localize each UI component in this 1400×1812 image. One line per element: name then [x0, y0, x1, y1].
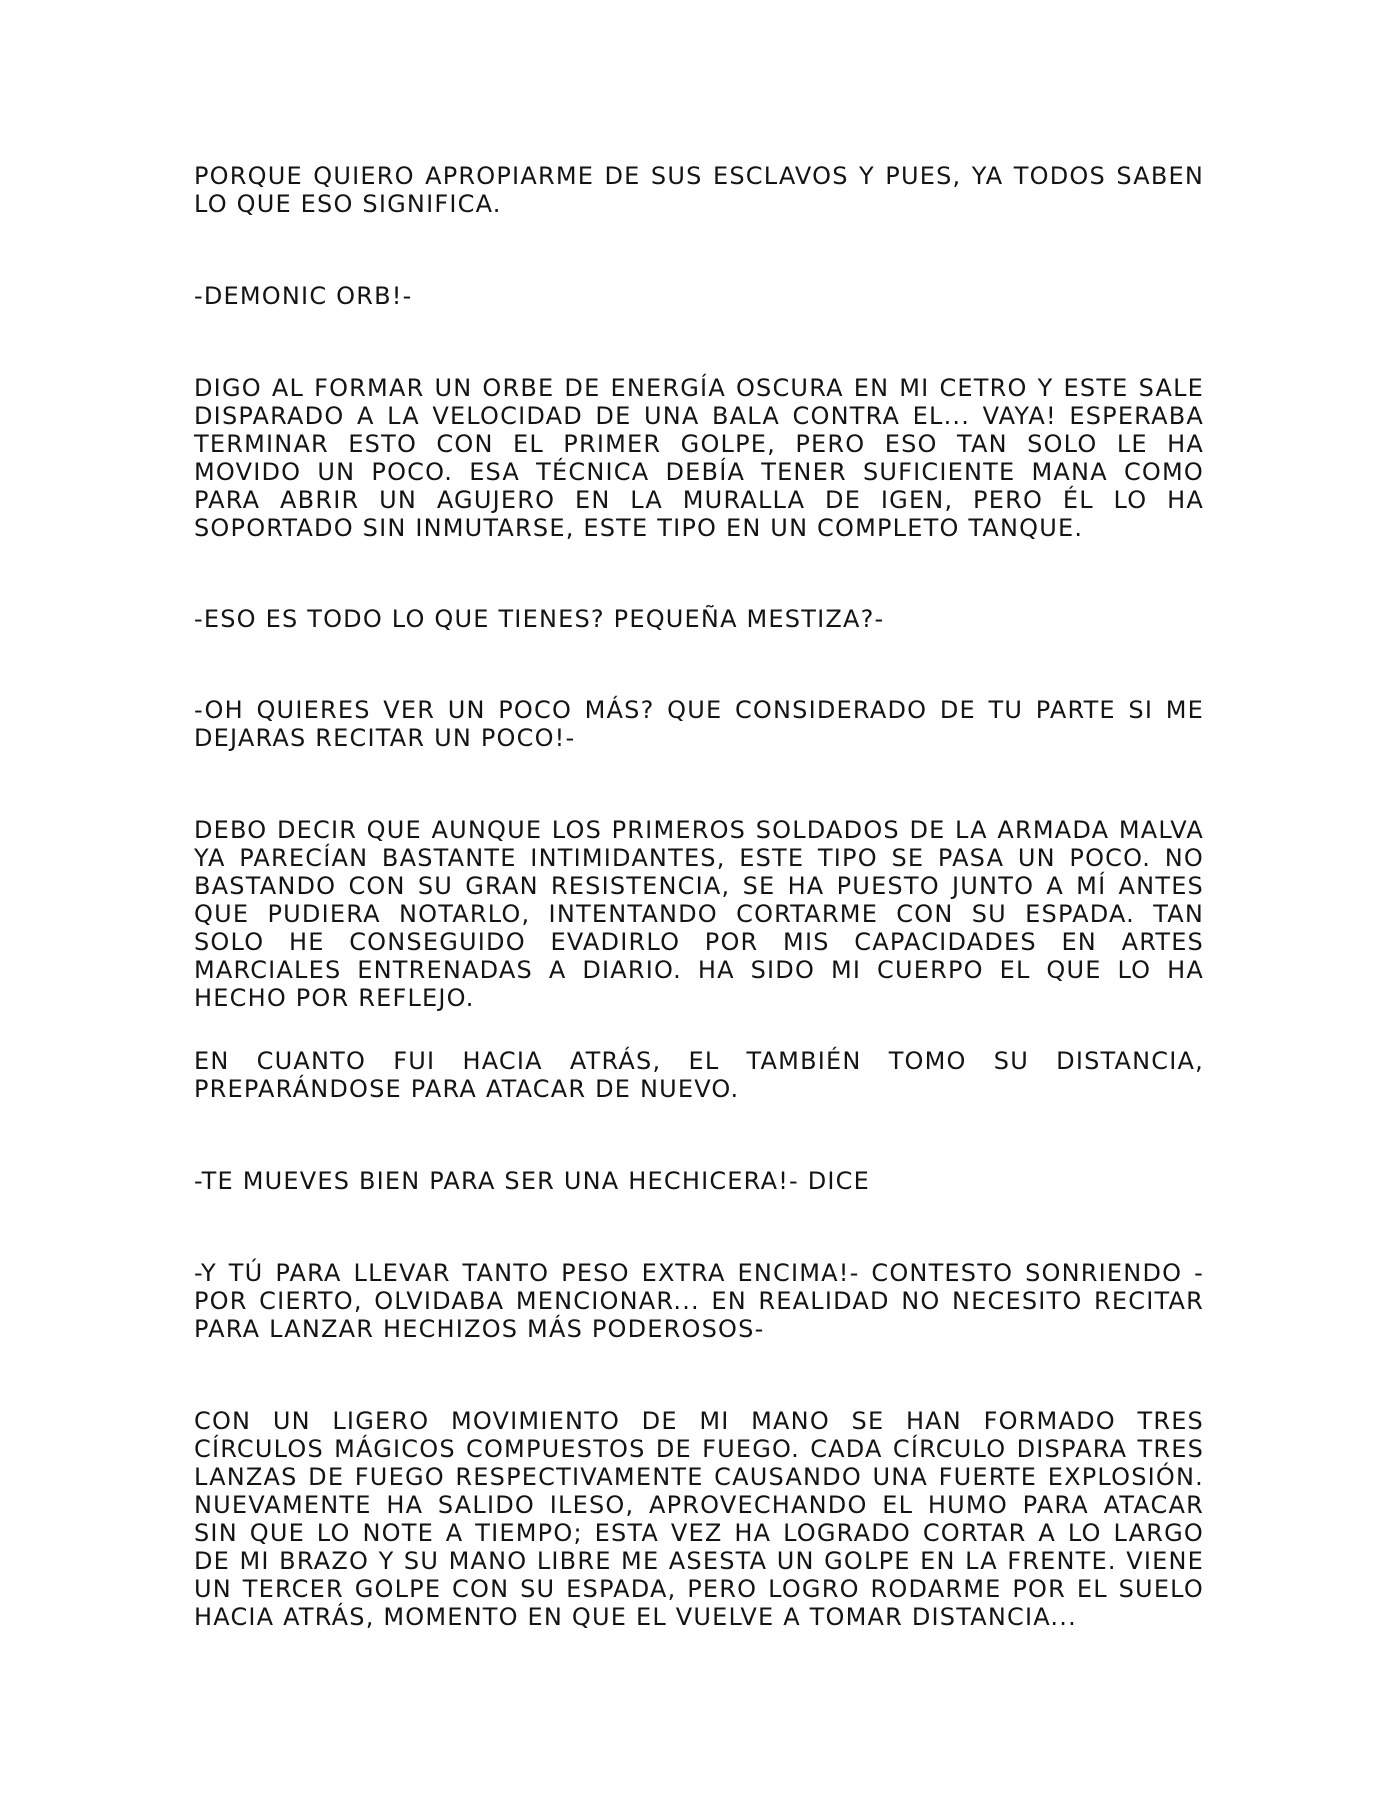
dialogue-line: -OH QUIERES VER UN POCO MÁS? QUE CONSIDERADO DE TU PARTE SI ME DEJARAS RECITAR UN POCO!-	[194, 696, 1204, 752]
paragraph: CON UN LIGERO MOVIMIENTO DE MI MANO SE HAN FORMADO TRES CÍRCULOS MÁGICOS COMPUESTOS DE FUEGO. CADA CÍRCULO DISPARA TRES LANZAS DE FUEGO RESPECTIVAMENTE CAUSANDO UNA FUERTE EXPLOSIÓN. NUEVAMENTE HA SALIDO ILESO, APROVECHANDO EL HUMO PARA ATACAR SIN QUE LO NOTE A TIEMPO; ESTA VEZ HA LOGRADO CORTAR A LO LARGO DE MI BRAZO Y SU MANO LIBRE ME ASESTA UN GOLPE EN LA FRENTE. VIENE UN TERCER GOLPE CON SU ESPADA, PERO LOGRO RODARME POR EL SUELO HACIA ATRÁS, MOMENTO EN QUE EL VUELVE A TOMAR DISTANCIA...	[194, 1407, 1204, 1631]
paragraph: PORQUE QUIERO APROPIARME DE SUS ESCLAVOS Y PUES, YA TODOS SABEN LO QUE ESO SIGNIFICA.	[194, 162, 1204, 218]
dialogue-line: -TE MUEVES BIEN PARA SER UNA HECHICERA!- DICE	[194, 1167, 870, 1195]
paragraph: DEBO DECIR QUE AUNQUE LOS PRIMEROS SOLDADOS DE LA ARMADA MALVA YA PARECÍAN BASTANTE INTIMIDANTES, ESTE TIPO SE PASA UN POCO. NO BASTANDO CON SU GRAN RESISTENCIA, SE HA PUESTO JUNTO A MÍ ANTES QUE PUDIERA NOTARLO, INTENTANDO CORTARME CON SU ESPADA. TAN SOLO HE CONSEGUIDO EVADIRLO POR MIS CAPACIDADES EN ARTES MARCIALES ENTRENADAS A DIARIO. HA SIDO MI CUERPO EL QUE LO HA HECHO POR REFLEJO.	[194, 816, 1204, 1012]
dialogue-line: -ESO ES TODO LO QUE TIENES? PEQUEÑA MESTIZA?-	[194, 605, 885, 633]
dialogue-line: -Y TÚ PARA LLEVAR TANTO PESO EXTRA ENCIMA!- CONTESTO SONRIENDO -POR CIERTO, OLVIDABA MENCIONAR... EN REALIDAD NO NECESITO RECITAR PARA LANZAR HECHIZOS MÁS PODEROSOS-	[194, 1259, 1204, 1343]
paragraph: EN CUANTO FUI HACIA ATRÁS, EL TAMBIÉN TOMO SU DISTANCIA, PREPARÁNDOSE PARA ATACAR DE NUEVO.	[194, 1047, 1204, 1103]
dialogue-line: -DEMONIC ORB!-	[194, 282, 413, 310]
paragraph: DIGO AL FORMAR UN ORBE DE ENERGÍA OSCURA EN MI CETRO Y ESTE SALE DISPARADO A LA VELOCIDAD DE UNA BALA CONTRA EL... VAYA! ESPERABA TERMINAR ESTO CON EL PRIMER GOLPE, PERO ESO TAN SOLO LE HA MOVIDO UN POCO. ESA TÉCNICA DEBÍA TENER SUFICIENTE MANA COMO PARA ABRIR UN AGUJERO EN LA MURALLA DE IGEN, PERO ÉL LO HA SOPORTADO SIN INMUTARSE, ESTE TIPO EN UN COMPLETO TANQUE.	[194, 374, 1204, 542]
